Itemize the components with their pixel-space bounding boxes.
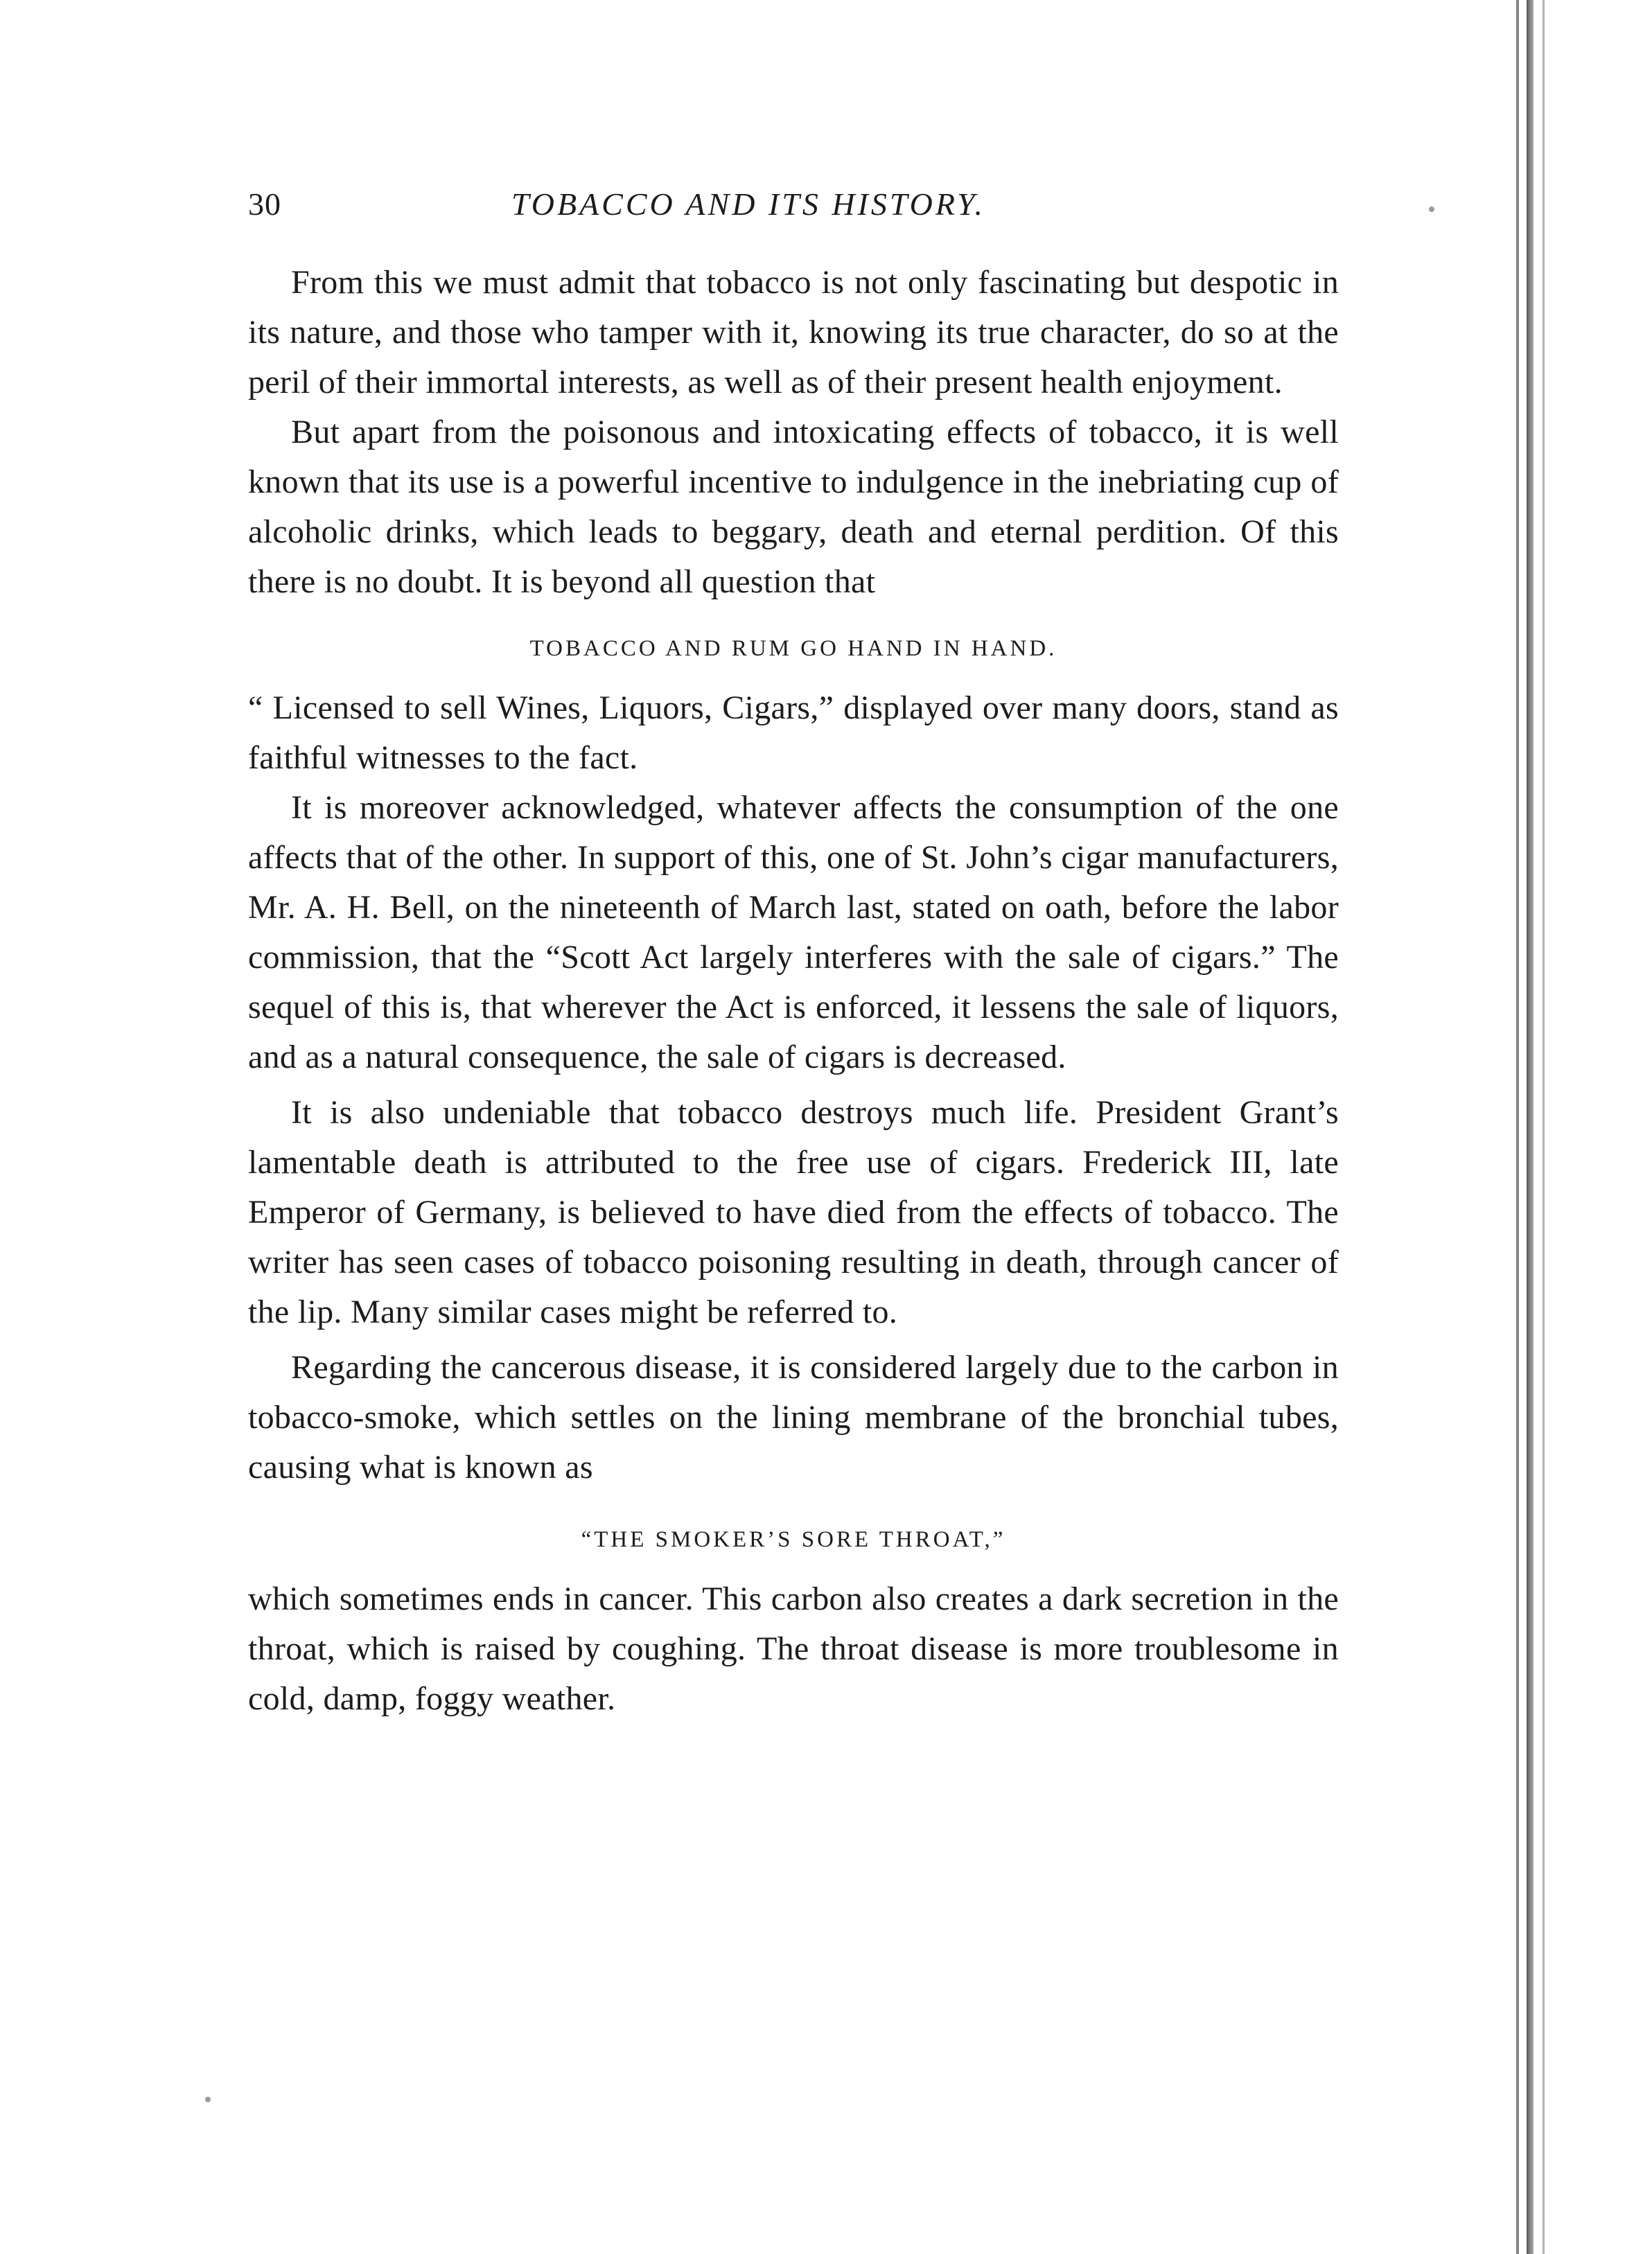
paragraph-3: “ Licensed to sell Wines, Liquors, Cigars,” displayed over many doors, stand as faithful witnesses to the fact.: [248, 689, 1339, 776]
page-edge-line-outer: [1543, 0, 1545, 2254]
paragraph-1: From this we must admit that tobacco is not only fascinating but despotic in its nature, and those who tamper with it, knowing its true character, do so at the peril of their immortal interests, as well as of their present health enjoyment.: [248, 264, 1339, 400]
scan-speck: [205, 2097, 211, 2102]
scan-speck: [1429, 206, 1434, 212]
paragraph-2: But apart from the poisonous and intoxicating effects of tobacco, it is well known that its use is a powerful incentive to indulgence in the inebriating cup of alcoholic drinks, which leads to beggary, death and eternal perdition. Of this there is no doubt. It is beyond all question that: [248, 414, 1339, 600]
page-edge-line: [1516, 0, 1519, 2254]
paragraph-4: It is moreover acknowledged, whatever affects the consumption of the one affects that of the other. In support of this, one of St. John’s cigar manufacturers, Mr. A. H. Bell, on the nineteenth of March last, stated on oath, before the labor commission, that the “Scott Act largely interferes with the sale of cigars.” The sequel of this is, that wherever the Act is enforced, it lessens the sale of liquors, and as a natural consequence, the sale of cigars is decreased.: [248, 789, 1339, 1075]
running-title: TOBACCO AND ITS HISTORY.: [511, 186, 985, 222]
section-heading-sore-throat: “THE SMOKER’S SORE THROAT,”: [581, 1527, 1006, 1552]
body-text: [248, 258, 1339, 1724]
section-heading-rum: TOBACCO AND RUM GO HAND IN HAND.: [529, 636, 1057, 661]
paragraph-5: It is also undeniable that tobacco destroys much life. President Grant’s lamentable death is attributed to the free use of cigars. Frederick III, late Emperor of Germany, is believed to have died from the effects of tobacco. The writer has seen cases of tobacco poisoning resulting in death, through cancer of the lip. Many similar cases might be referred to.: [248, 1094, 1339, 1330]
paragraph-6: Regarding the cancerous disease, it is considered largely due to the carbon in tobacco-smoke, which settles on the lining membrane of the bronchial tubes, causing what is known as: [248, 1349, 1339, 1486]
page-number: 30: [248, 186, 281, 222]
binding-edge: [1527, 0, 1534, 2254]
page-header: [248, 186, 1336, 234]
paragraph-7: which sometimes ends in cancer. This carbon also creates a dark secretion in the throat, which is raised by coughing. The throat disease is more troublesome in cold, damp, foggy weather.: [248, 1581, 1339, 1717]
